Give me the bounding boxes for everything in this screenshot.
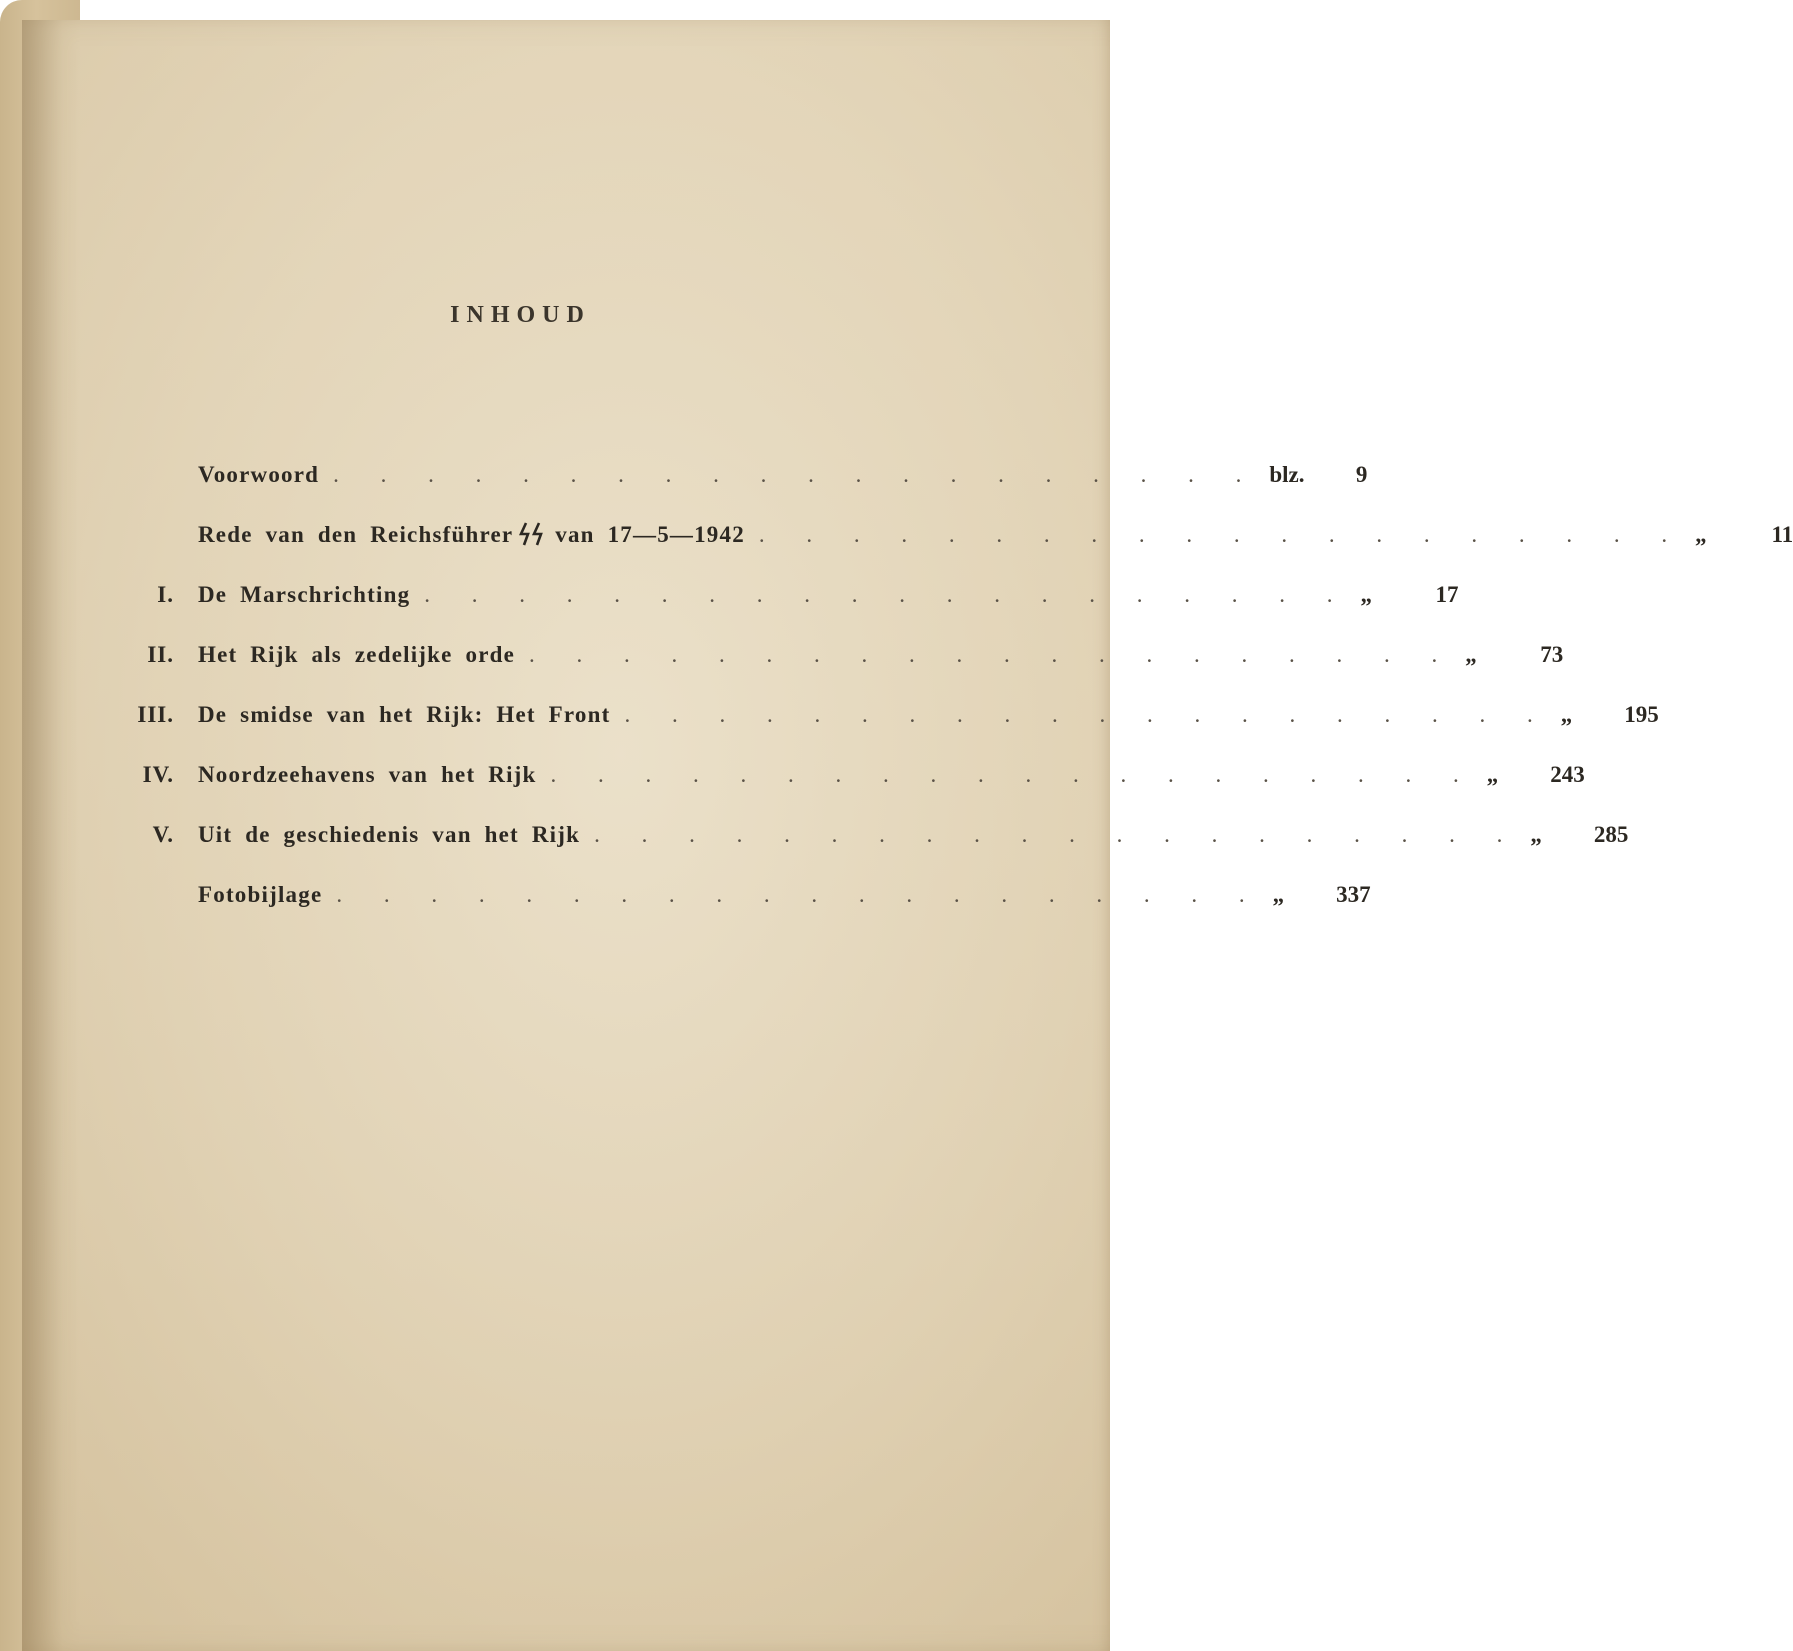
toc-page-marker: blz. [1269,462,1305,487]
toc-row-chapter-2 [120,642,1564,702]
toc-title: Voorwoord [198,462,320,487]
toc-number: IV. [142,762,174,787]
toc-leader: . . . . . . . . . . . . . . . . . . . . [550,762,1477,787]
toc-page-marker: „ [1465,642,1477,667]
toc-title [198,522,745,552]
toc-row-rede [120,522,1793,582]
table-of-contents [120,462,1793,942]
toc-page-marker: „ [1360,582,1373,607]
toc-page-number: 11 [1771,522,1793,547]
toc-row-voorwoord [120,462,1368,522]
toc-page-number: 9 [1355,462,1368,487]
toc-row-chapter-1 [120,582,1459,642]
toc-leader: . . . . . . . . . . . . . . . . . . . . [529,642,1456,667]
toc-title: De Marschrichting [198,582,411,607]
toc-page-number: 285 [1593,822,1629,847]
toc-page-number: 17 [1435,582,1459,607]
toc-row-fotobijlage [120,882,1371,942]
page-gutter-shadow [22,20,80,1651]
toc-title: Het Rijk als zedelijke orde [198,642,516,667]
toc-leader: . . . . . . . . . . . . . . . . . . . . [424,582,1351,607]
ss-rune-icon [519,522,549,552]
toc-page-marker: „ [1272,882,1285,907]
toc-title: Uit de geschiedenis van het Rijk [198,822,581,847]
toc-title: De smidse van het Rijk: Het Front [198,702,611,727]
page-title: INHOUD [450,302,591,328]
toc-number: III. [137,702,174,727]
toc-title: Noordzeehavens van het Rijk [198,762,537,787]
toc-leader: . . . . . . . . . . . . . . . . . . . . [624,702,1551,727]
toc-row-chapter-3 [120,702,1659,762]
toc-page-marker: „ [1695,522,1707,547]
toc-page-number: 337 [1336,882,1371,907]
toc-leader: . . . . . . . . . . . . . . . . . . . . [758,522,1686,547]
toc-title-part-2: van 17—5—1942 [555,522,745,547]
toc-number: I. [157,582,174,607]
toc-leader: . . . . . . . . . . . . . . . . . . . . [333,462,1260,487]
toc-page-marker: „ [1530,822,1542,847]
toc-page-number: 243 [1550,762,1585,787]
toc-page-number: 73 [1540,642,1564,667]
toc-page-marker: „ [1486,762,1499,787]
toc-leader: . . . . . . . . . . . . . . . . . . . . [336,882,1263,907]
toc-page-marker: „ [1560,702,1573,727]
toc-leader: . . . . . . . . . . . . . . . . . . . . [594,822,1521,847]
toc-row-chapter-5 [120,822,1629,882]
toc-title-part-1: Rede van den Reichsführer [198,522,514,547]
toc-page-number: 195 [1624,702,1659,727]
toc-row-chapter-4 [120,762,1585,822]
toc-title: Fotobijlage [198,882,323,907]
toc-number: II. [147,642,174,667]
toc-number: V. [152,822,174,847]
